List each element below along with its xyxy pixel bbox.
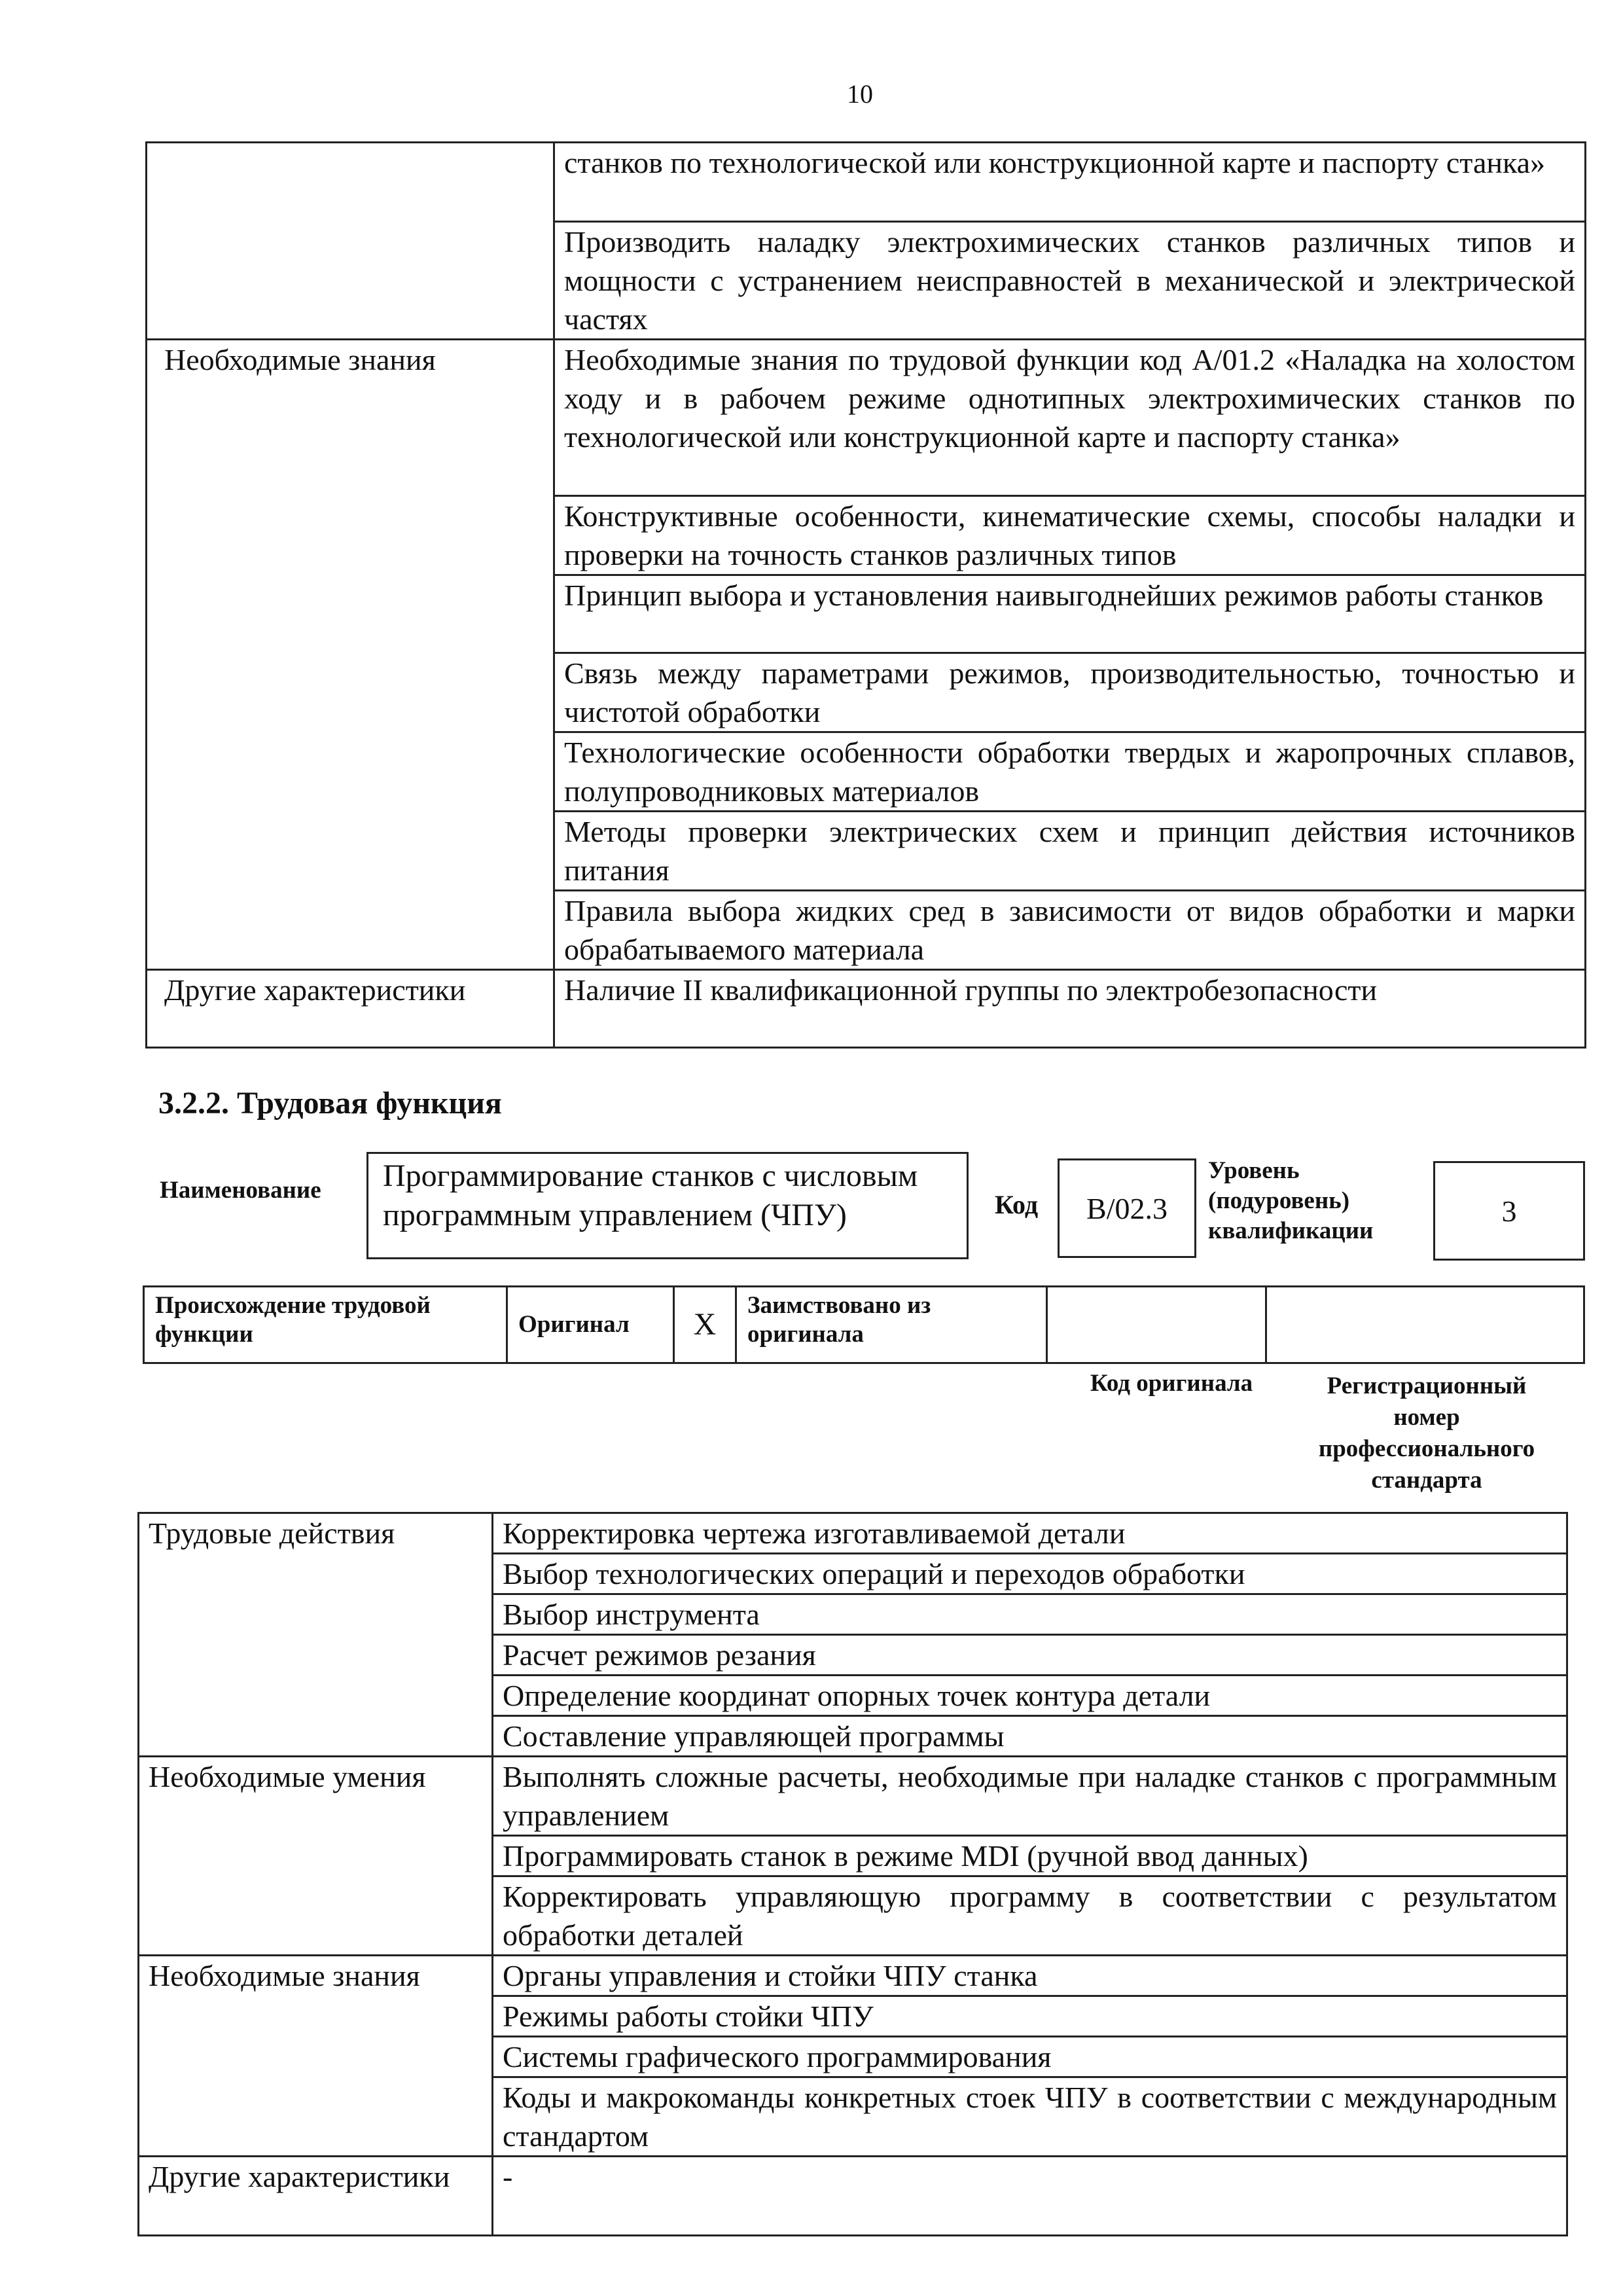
table-row [144,1287,1584,1363]
borrowed-label: Заимствовано из оригинала [736,1287,1047,1363]
table-row [147,970,1586,1048]
table-cell: Выполнять сложные расчеты, необходимые при наладке станков с программным управлением [493,1757,1567,1836]
name-label: Наименование [160,1177,321,1204]
table-cell: Определение координат опорных точек контура детали [493,1676,1567,1716]
section-heading: 3.2.2. Трудовая функция [158,1086,502,1121]
origin-table [143,1285,1585,1364]
reg-caption: Регистрационный номер профессионального стандарта [1318,1372,1535,1494]
code-label: Код [995,1190,1039,1219]
table-cell: - [493,2157,1567,2236]
row-label-actions: Трудовые действия [139,1513,493,1757]
table-cell: Корректировка чертежа изготавливаемой детали [493,1513,1567,1554]
table-cell: Методы проверки электрических схем и принцип действия источников питания [554,812,1586,891]
code-caption: Код оригинала [1090,1370,1253,1397]
table-cell: Системы графического программирования [493,2037,1567,2077]
table-cell: Связь между параметрами режимов, производительностью, точностью и чистотой обработки [554,653,1586,732]
reg-number-cell [1266,1287,1584,1363]
original-mark: X [674,1287,736,1363]
table-row [147,143,1586,222]
table-cell: станков по технологической или конструкционной карте и паспорту станка» [554,143,1586,222]
row-label-skills: Необходимые умения [139,1757,493,1956]
original-code-cell [1047,1287,1266,1363]
skills-knowledge-table [145,141,1586,1049]
table-row [139,2157,1567,2236]
table-row [147,340,1586,496]
table-cell: Коды и макрокоманды конкретных стоек ЧПУ в соответствии с международным стандартом [493,2077,1567,2157]
table-cell: Программировать станок в режиме MDI (ручной ввод данных) [493,1836,1567,1876]
page-number: 10 [847,79,873,109]
table-cell: Расчет режимов резания [493,1635,1567,1676]
table-cell: Наличие II квалификационной группы по электробезопасности [554,970,1586,1048]
level-label: Уровень (подуровень) квалификации [1208,1157,1374,1244]
row-label-other: Другие характеристики [147,970,554,1048]
row-label-knowledge: Необходимые знания [139,1956,493,2157]
level-value-box: 3 [1433,1161,1585,1261]
table-row [139,1956,1567,1996]
table-row [139,1513,1567,1554]
row-label-other: Другие характеристики [139,2157,493,2236]
code-value-box: В/02.3 [1058,1158,1196,1258]
function-name-box: Программирование станков с числовым программным управлением (ЧПУ) [366,1152,969,1259]
table-cell: Необходимые знания по трудовой функции код А/01.2 «Наладка на холостом ходу и в рабочем режиме однотипных электрохимических станков по технологической или конструкционной карте и паспорту станка» [554,340,1586,496]
table-cell: Корректировать управляющую программу в соответствии с результатом обработки деталей [493,1876,1567,1956]
table-row [139,1757,1567,1836]
original-label: Оригинал [507,1287,674,1363]
table-cell: Конструктивные особенности, кинематические схемы, способы наладки и проверки на точность станков различных типов [554,496,1586,575]
table-cell: Выбор технологических операций и переходов обработки [493,1554,1567,1594]
table-cell: Составление управляющей программы [493,1716,1567,1757]
table-cell: Правила выбора жидких сред в зависимости от видов обработки и марки обрабатываемого материала [554,891,1586,970]
table-cell: Производить наладку электрохимических станков различных типов и мощности с устранением неисправностей в механической и электрической частях [554,222,1586,340]
table-cell: Выбор инструмента [493,1594,1567,1635]
table-cell: Принцип выбора и установления наивыгоднейших режимов работы станков [554,575,1586,653]
row-label-knowledge: Необходимые знания [147,340,554,970]
labor-function-table [137,1512,1568,2236]
table-cell: Органы управления и стойки ЧПУ станка [493,1956,1567,1996]
origin-label: Происхождение трудовой функции [144,1287,507,1363]
table-cell: Режимы работы стойки ЧПУ [493,1996,1567,2037]
table-cell: Технологические особенности обработки твердых и жаропрочных сплавов, полупроводниковых материалов [554,732,1586,812]
row-label [147,143,554,340]
